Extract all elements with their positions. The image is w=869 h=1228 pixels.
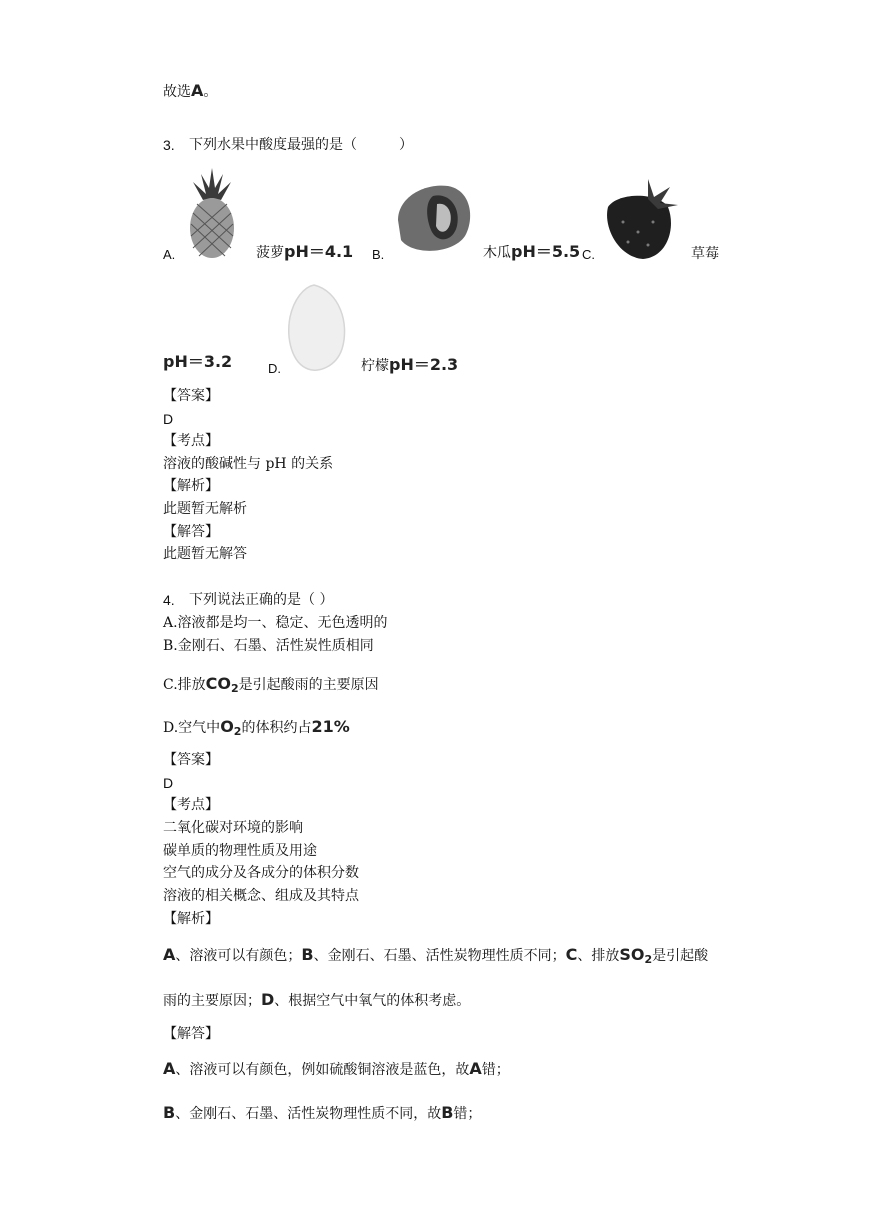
q4-answer: D (163, 775, 174, 791)
so2-subscript: 2 (644, 953, 653, 966)
q3-kp-header: 【考点】 (163, 433, 219, 449)
option-3d-text (361, 356, 458, 375)
q4-kp-item: 二氧化碳对环境的影响 (163, 820, 303, 836)
option-3b-text (483, 243, 580, 262)
q4-option-c-post: 是引起酸雨的主要原因 (238, 677, 379, 693)
q4-option-c (163, 675, 379, 695)
q4-answer-header: 【答案】 (163, 752, 219, 768)
analysis-letter-b: B (301, 945, 314, 964)
solution-a-text: 、溶液可以有颜色，例如硫酸铜溶液是蓝色，故 (175, 1062, 470, 1078)
conclusion-suffix: 。 (203, 84, 218, 100)
solution-letter-a: A (163, 1059, 176, 1078)
q4-option-a: A.溶液都是均一、稳定、无色透明的 (163, 615, 388, 631)
q4-kp-header: 【考点】 (163, 797, 219, 813)
co2-formula (206, 674, 239, 693)
q3-analysis-header: 【解析】 (163, 478, 219, 494)
option-3d-name: 柠檬 (361, 358, 389, 374)
analysis-d-text: 、根据空气中氧气的体积考虑。 (274, 993, 471, 1009)
strawberry-image (598, 177, 680, 262)
o2-formula (220, 717, 241, 736)
q4-solution-a (163, 1060, 510, 1079)
analysis-letter-d: D (261, 990, 275, 1009)
option-3d-label: D. (268, 361, 281, 376)
q4-option-c-pre: C.排放 (163, 677, 206, 693)
q4-option-d-mid: 的体积约占 (241, 720, 312, 736)
conclusion-letter: A (191, 81, 204, 100)
q4-kp-item: 碳单质的物理性质及用途 (163, 843, 317, 859)
o2-subscript: 2 (233, 725, 242, 738)
lemon-image (284, 283, 352, 375)
solution-a-letter2: A (469, 1059, 482, 1078)
question-4-stem: 下列说法正确的是（ ） (189, 592, 334, 608)
option-3b-ph: pH＝5.5 (511, 242, 581, 261)
q4-solution-header: 【解答】 (163, 1026, 219, 1042)
q4-solution-b (163, 1104, 481, 1123)
solution-b-text: 、金刚石、石墨、活性炭物理性质不同，故 (175, 1106, 442, 1122)
solution-b-tail: 错； (453, 1106, 482, 1122)
co2-symbol: CO (205, 674, 232, 693)
so2-formula (619, 945, 652, 964)
so2-symbol: SO (619, 945, 645, 964)
q4-kp-item: 溶液的相关概念、组成及其特点 (163, 888, 359, 904)
analysis-letter-a: A (163, 945, 176, 964)
co2-subscript: 2 (231, 682, 239, 695)
solution-letter-b: B (163, 1103, 176, 1122)
question-3-stem: 下列水果中酸度最强的是（ ） (189, 137, 413, 153)
analysis-b-text: 、金刚石、石墨、活性炭物理性质不同； (313, 948, 566, 964)
solution-a-tail: 错； (481, 1062, 510, 1078)
question-4-number: 4. (163, 592, 175, 608)
option-3b-label: B. (372, 247, 385, 262)
q3-answer: D (163, 411, 174, 427)
q4-option-d (163, 718, 350, 738)
analysis-a-text: 、溶液可以有颜色； (175, 948, 302, 964)
q4-option-d-pre: D.空气中 (163, 720, 221, 736)
option-3a-text (256, 243, 353, 262)
option-3c-label: C. (582, 247, 595, 262)
q4-analysis-header: 【解析】 (163, 911, 219, 927)
q3-analysis: 此题暂无解析 (163, 501, 247, 517)
papaya-image (393, 178, 478, 258)
question-3-number: 3. (163, 137, 175, 153)
q4-analysis-line-1 (163, 946, 708, 966)
previous-conclusion (163, 82, 217, 101)
q4-option-b: B.金刚石、石墨、活性炭性质相同 (163, 638, 374, 654)
o2-symbol: O (220, 717, 234, 736)
q4-kp-item: 空气的成分及各成分的体积分数 (163, 865, 359, 881)
q3-kp-item: 溶液的酸碱性与 pH 的关系 (163, 456, 334, 472)
q3-solution-header: 【解答】 (163, 524, 219, 540)
option-3b-name: 木瓜 (483, 245, 511, 261)
q4-analysis-line-2 (163, 991, 470, 1010)
analysis-line2-text: 雨的主要原因； (163, 993, 261, 1009)
analysis-letter-c: C (565, 945, 578, 964)
option-3a-name: 菠萝 (256, 245, 284, 261)
q4-option-d-value: 21% (311, 717, 350, 736)
solution-b-letter2: B (441, 1103, 454, 1122)
option-3d-ph: pH＝2.3 (389, 355, 459, 374)
q3-solution: 此题暂无解答 (163, 546, 247, 562)
q3-answer-header: 【答案】 (163, 388, 219, 404)
pineapple-image (185, 168, 240, 260)
option-3a-label: A. (163, 247, 176, 262)
option-3a-ph: pH＝4.1 (284, 242, 354, 261)
conclusion-prefix: 故选 (163, 84, 191, 100)
option-3c-ph: pH＝3.2 (163, 352, 233, 371)
analysis-c-text: 、排放 (577, 948, 620, 964)
analysis-tail: 是引起酸 (652, 948, 709, 964)
option-3c-name: 草莓 (691, 246, 719, 262)
